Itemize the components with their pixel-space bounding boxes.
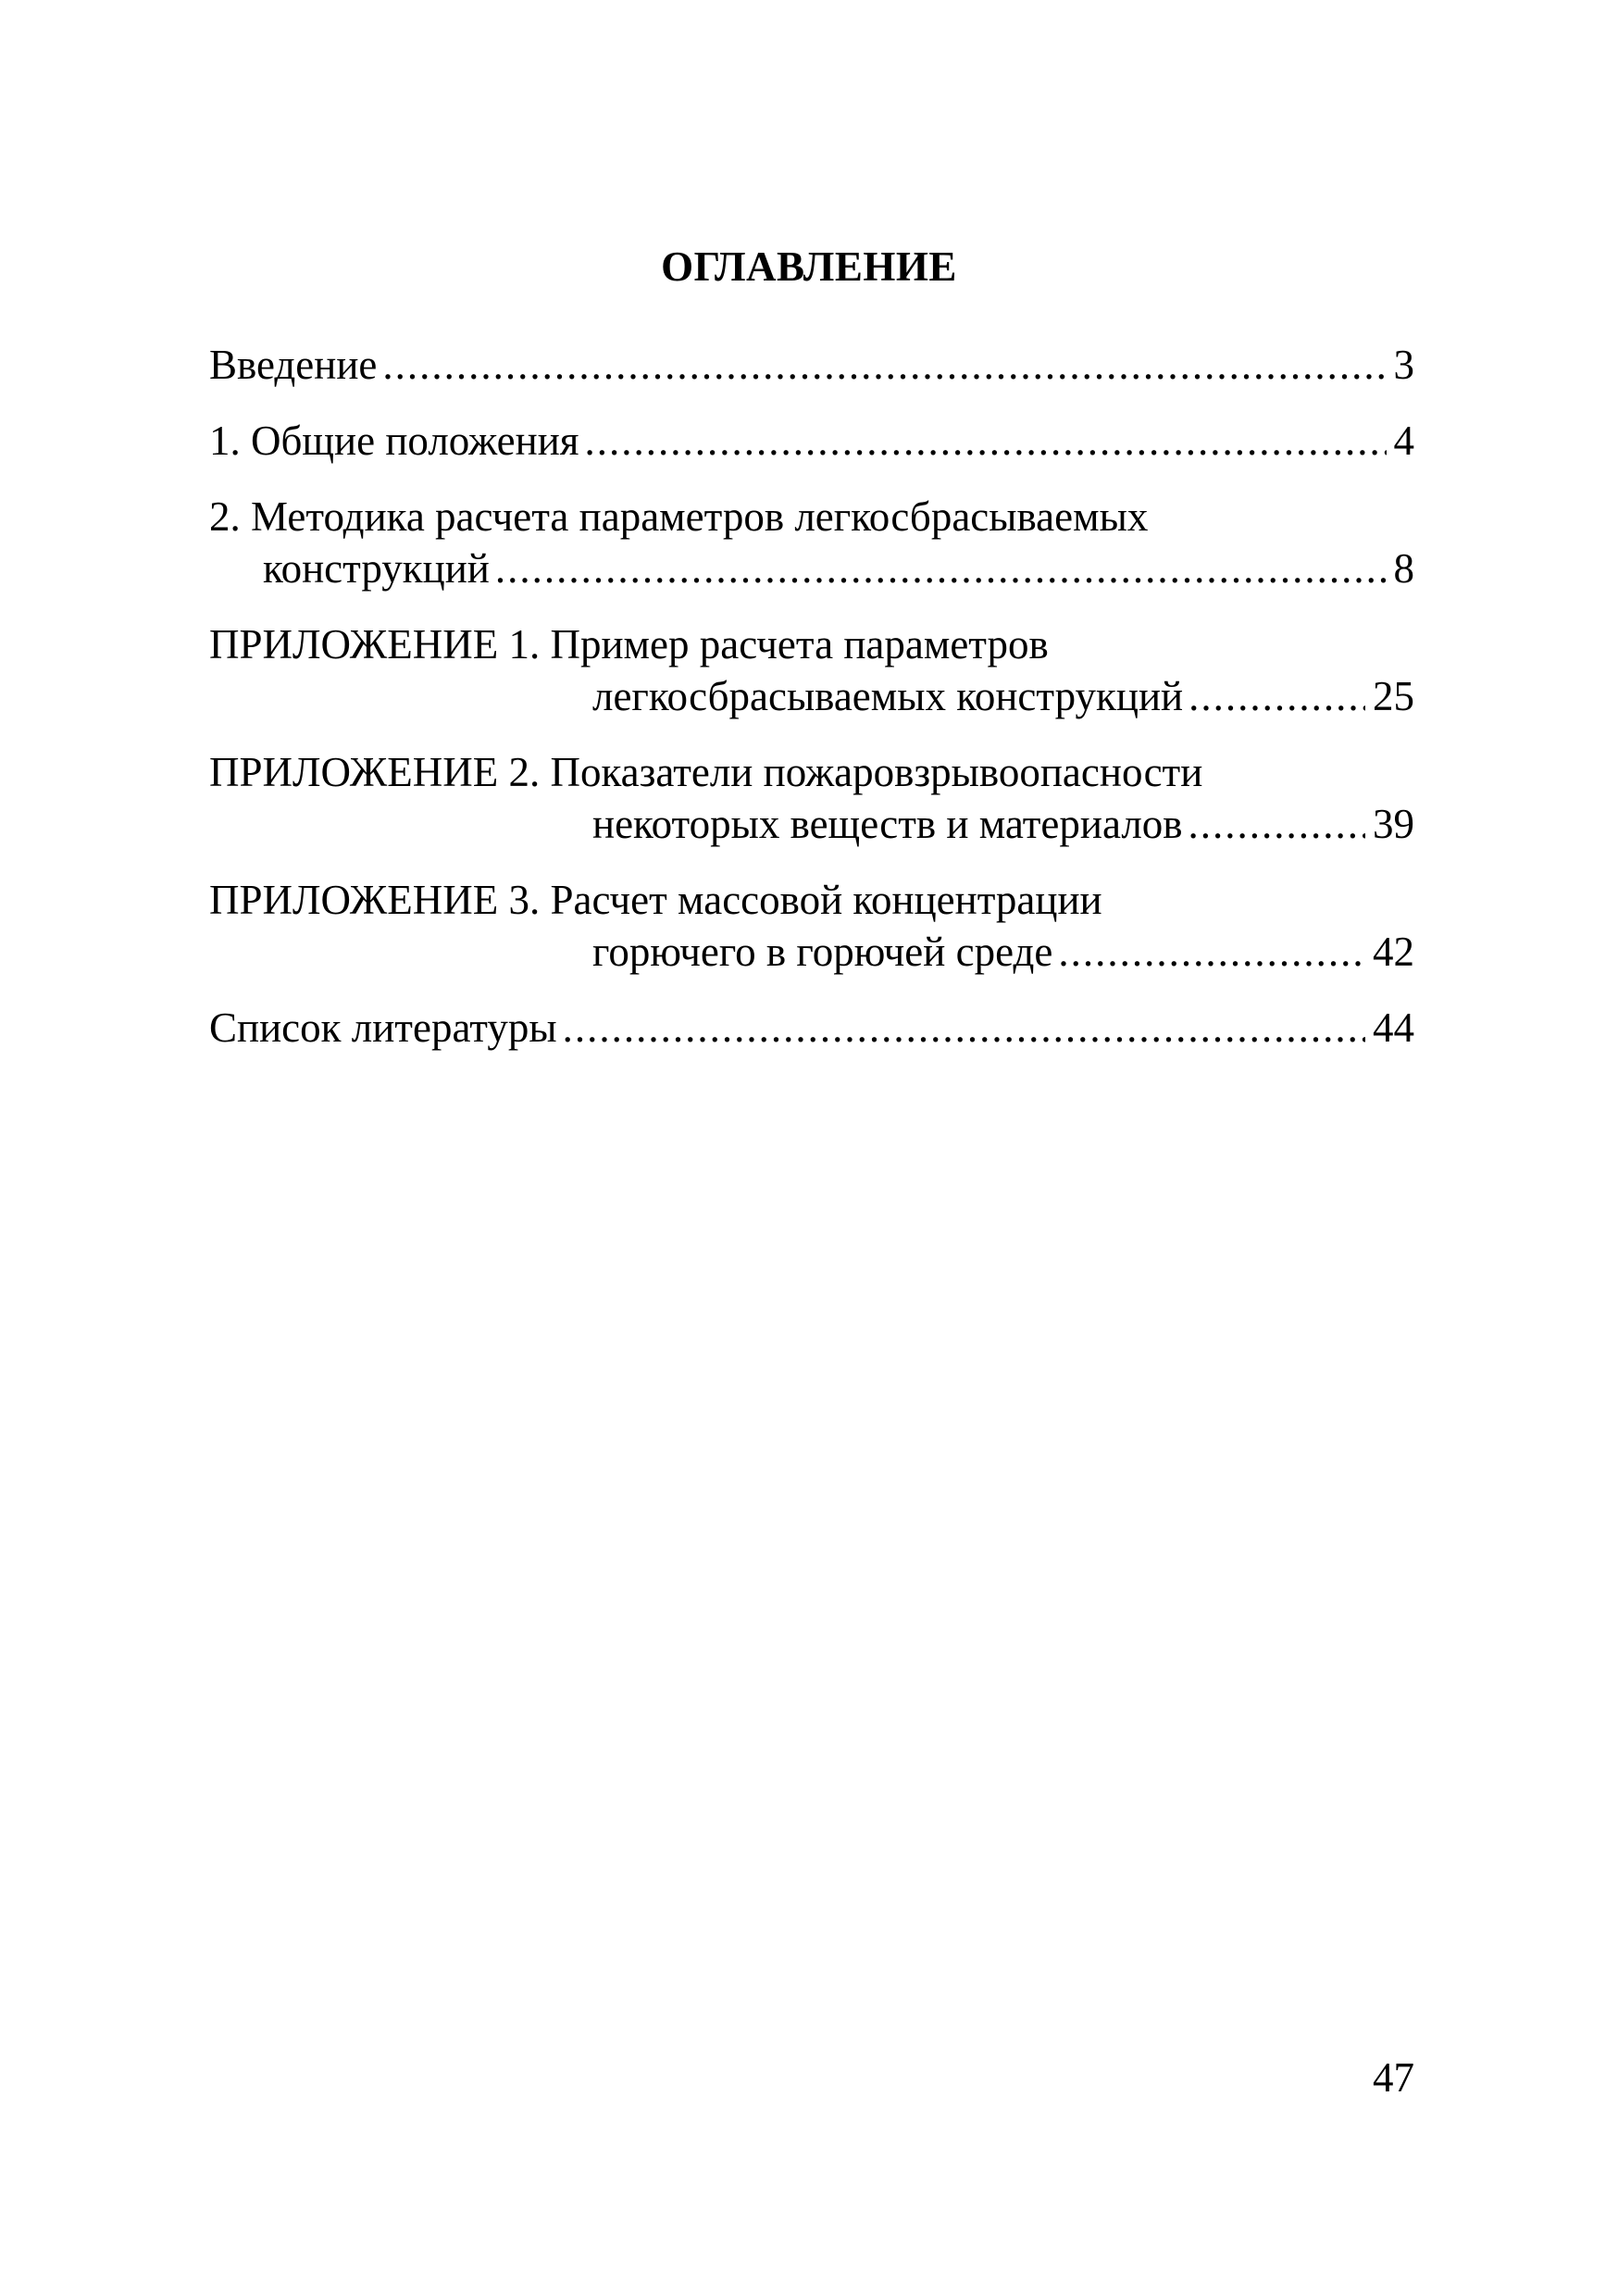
toc-entry-label: ПРИЛОЖЕНИЕ 3. Расчет массовой концентрации [209,877,1102,923]
toc-entry-label-continued: некоторых веществ и материалов [592,801,1183,847]
toc-entry-label-continued: горючего в горючей среде [592,929,1053,975]
toc-entry-general-provisions[interactable] [209,415,1414,467]
toc-page-number: 44 [1373,1004,1414,1051]
dot-leader [585,415,1387,467]
dot-leader [495,543,1387,594]
toc-page-number: 8 [1393,545,1414,592]
toc-entry-label: ПРИЛОЖЕНИЕ 2. Показатели пожаровзрывоопасности [209,749,1203,795]
toc-entry-label: Список литературы [209,1004,557,1051]
toc-entry-methodology[interactable] [209,491,1414,594]
dot-leader [382,339,1386,391]
toc-entry-appendix-2[interactable] [209,746,1414,850]
toc-page-number: 4 [1393,418,1414,464]
table-of-contents [209,339,1414,1054]
dot-leader [563,1002,1365,1054]
toc-entry-label-continued: легкосбрасываемых конструкций [592,673,1184,719]
toc-entry-appendix-3[interactable] [209,874,1414,978]
toc-entry-label: Введение [209,342,378,388]
page-number: 47 [1373,2054,1414,2101]
toc-entry-references[interactable] [209,1002,1414,1054]
toc-page-number: 42 [1373,929,1414,975]
dot-leader [1058,926,1365,978]
toc-entry-appendix-1[interactable] [209,618,1414,722]
toc-entry-label-continued: конструкций [263,545,490,592]
dot-leader [1189,798,1365,850]
toc-entry-label: 1. Общие положения [209,418,579,464]
toc-entry-introduction[interactable] [209,339,1414,391]
dot-leader [1189,670,1365,722]
toc-entry-label: ПРИЛОЖЕНИЕ 1. Пример расчета параметров [209,621,1049,668]
toc-entry-label: 2. Методика расчета параметров легкосбрасываемых [209,493,1149,540]
toc-page-number: 3 [1393,342,1414,388]
toc-page-number: 25 [1373,673,1414,719]
page-title: ОГЛАВЛЕНИЕ [661,243,957,290]
toc-page-number: 39 [1373,801,1414,847]
